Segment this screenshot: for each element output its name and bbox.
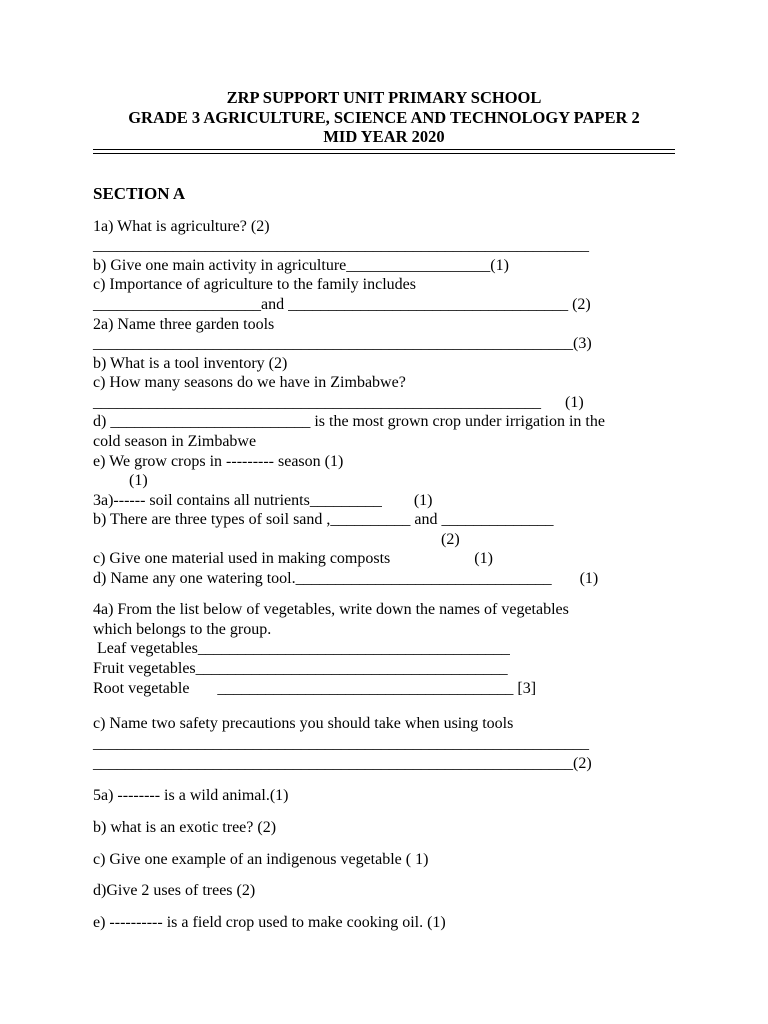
- question-4a-cont: which belongs to the group.: [93, 621, 272, 638]
- question-1b: b) Give one main activity in agriculture__________________(1): [93, 257, 509, 274]
- paper-term: MID YEAR 2020: [323, 127, 445, 146]
- question-4c: c) Name two safety precautions you should take when using tools: [93, 715, 514, 732]
- question-2d: d) _________________________ is the most grown crop under irrigation in the: [93, 413, 605, 430]
- header-rule-top: [93, 149, 675, 150]
- question-2c: c) How many seasons do we have in Zimbabwe?: [93, 374, 406, 391]
- answer-line-1c: _____________________and ___________________________________ (2): [93, 296, 591, 313]
- answer-line-1a: ______________________________________________________________: [93, 237, 589, 254]
- question-4a: 4a) From the list below of vegetables, write down the names of vegetables: [93, 601, 569, 618]
- question-1c: c) Importance of agriculture to the family includes: [93, 276, 416, 293]
- fruit-vegetables-line: Fruit vegetables_______________________________________: [93, 660, 508, 677]
- question-5c: c) Give one example of an indigenous vegetable ( 1): [93, 851, 429, 868]
- answer-line-2c: ________________________________________________________ (1): [93, 394, 584, 411]
- header-rule-bottom: [93, 153, 675, 154]
- question-5d: d)Give 2 uses of trees (2): [93, 882, 256, 899]
- answer-line-4c-1: ______________________________________________________________: [93, 735, 589, 752]
- question-2e-mark: (1): [93, 472, 148, 489]
- section-heading: SECTION A: [93, 184, 186, 203]
- question-3c: c) Give one material used in making composts (1): [93, 550, 493, 567]
- answer-line-4c-2: ____________________________________________________________(2): [93, 755, 592, 772]
- answer-line-2a: ____________________________________________________________(3): [93, 335, 592, 352]
- leaf-vegetables-line: Leaf vegetables_______________________________________: [93, 640, 510, 657]
- school-name: ZRP SUPPORT UNIT PRIMARY SCHOOL: [226, 88, 542, 107]
- question-2d-cont: cold season in Zimbabwe: [93, 433, 257, 450]
- root-vegetable-line: Root vegetable _____________________________________ [3]: [93, 680, 537, 697]
- paper-title: GRADE 3 AGRICULTURE, SCIENCE AND TECHNOLOGY PAPER 2: [128, 107, 640, 127]
- question-2a: 2a) Name three garden tools: [93, 316, 275, 333]
- question-3a: 3a)------ soil contains all nutrients_________ (1): [93, 492, 433, 509]
- question-3d: d) Name any one watering tool.________________________________ (1): [93, 570, 599, 587]
- question-5a: 5a) -------- is a wild animal.(1): [93, 787, 289, 804]
- question-2b: b) What is a tool inventory (2): [93, 355, 288, 372]
- question-3b: b) There are three types of soil sand ,__________ and ______________: [93, 511, 554, 528]
- question-3b-mark: (2): [93, 531, 460, 548]
- question-5e: e) ---------- is a field crop used to make cooking oil. (1): [93, 914, 446, 931]
- document-header: [93, 88, 675, 147]
- question-2e: e) We grow crops in --------- season (1): [93, 453, 344, 470]
- question-5b: b) what is an exotic tree? (2): [93, 819, 277, 836]
- question-1a: 1a) What is agriculture? (2): [93, 218, 270, 235]
